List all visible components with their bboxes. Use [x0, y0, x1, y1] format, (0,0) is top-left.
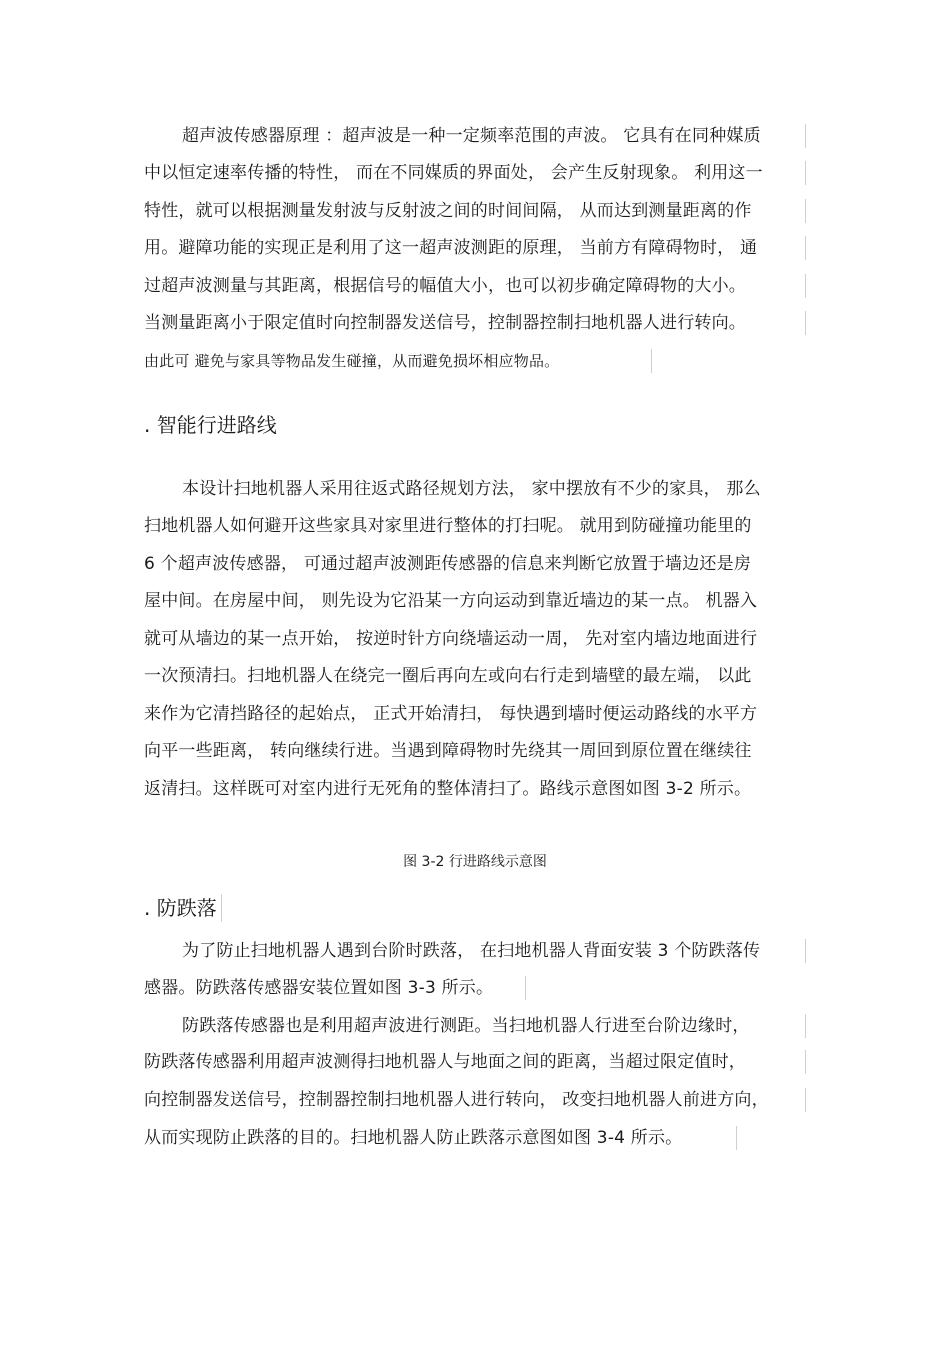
- para2-line-1: 本设计扫地机器人采用往返式路径规划方法， 家中摆放有不少的家具， 那么: [182, 479, 761, 499]
- para3-line-1: 为了防止扫地机器人遇到台阶时跌落， 在扫地机器人背面安装 3 个防跌落传: [182, 939, 806, 963]
- figure-caption: 图 3-2 行进路线示意图: [403, 854, 547, 870]
- para1-line-3: 特性，就可以根据测量发射波与反射波之间的时间间隔， 从而达到测量距离的作: [144, 199, 806, 223]
- para2-line-3: 6 个超声波传感器， 可通过超声波测距传感器的信息来判断它放置于墙边还是房: [144, 554, 752, 574]
- para3-line-2: 感器。防跌落传感器安装位置如图 3-3 所示。: [144, 976, 526, 1000]
- section-heading-route: . 智能行进路线: [144, 413, 277, 437]
- para2-line-4: 屋中间。在房屋中间， 则先设为它沿某一方向运动到靠近墙边的某一点。 机器入: [144, 591, 758, 611]
- para1-line-1: 超声波传感器原理 ：超声波是一种一定频率范围的声波。 它具有在同种媒质: [182, 124, 806, 148]
- para1-line-5: 过超声波测量与其距离，根据信号的幅值大小，也可以初步确定障碍物的大小。: [144, 274, 806, 298]
- para2-line-5: 就可从墙边的某一点开始， 按逆时针方向绕墙运动一周， 先对室内墙边地面进行: [144, 629, 758, 649]
- para2-line-9: 返清扫。这样既可对室内进行无死角的整体清扫了。路线示意图如图 3-2 所示。: [144, 779, 752, 799]
- para1-line-7: 由此可 避免与家具等物品发生碰撞，从而避免损坏相应物品。: [144, 349, 652, 373]
- para2-line-2: 扫地机器人如何避开这些家具对家里进行整体的打扫呢。 就用到防碰撞功能里的: [144, 516, 752, 536]
- para2-line-6: 一次预清扫。扫地机器人在绕完一圈后再向左或向右行走到墙壁的最左端， 以此: [144, 666, 752, 686]
- para1-line-4: 用。避障功能的实现正是利用了这一超声波测距的原理， 当前方有障碍物时， 通: [144, 236, 806, 260]
- para4-line-3: 向控制器发送信号，控制器控制扫地机器人进行转向， 改变扫地机器人前进方向，: [144, 1088, 806, 1112]
- para1-line-6: 当测量距离小于限定值时向控制器发送信号，控制器控制扫地机器人进行转向。: [144, 311, 806, 335]
- section-heading-anti-fall: . 防跌落: [144, 894, 222, 922]
- para2-line-8: 向平一些距离， 转向继续行进。当遇到障碍物时先绕其一周回到原位置在继续往: [144, 741, 752, 761]
- para4-line-4: 从而实现防止跌落的目的。扫地机器人防止跌落示意图如图 3-4 所示。: [144, 1126, 737, 1150]
- para1-line-2: 中以恒定速率传播的特性， 而在不同媒质的界面处， 会产生反射现象。 利用这一: [144, 161, 806, 185]
- para4-line-1: 防跌落传感器也是利用超声波进行测距。当扫地机器人行进至台阶边缘时，: [182, 1014, 806, 1038]
- para4-line-2: 防跌落传感器利用超声波测得扫地机器人与地面之间的距离，当超过限定值时，: [144, 1050, 806, 1074]
- para2-line-7: 来作为它清挡路径的起始点， 正式开始清扫， 每快遇到墙时便运动路线的水平方: [144, 704, 758, 724]
